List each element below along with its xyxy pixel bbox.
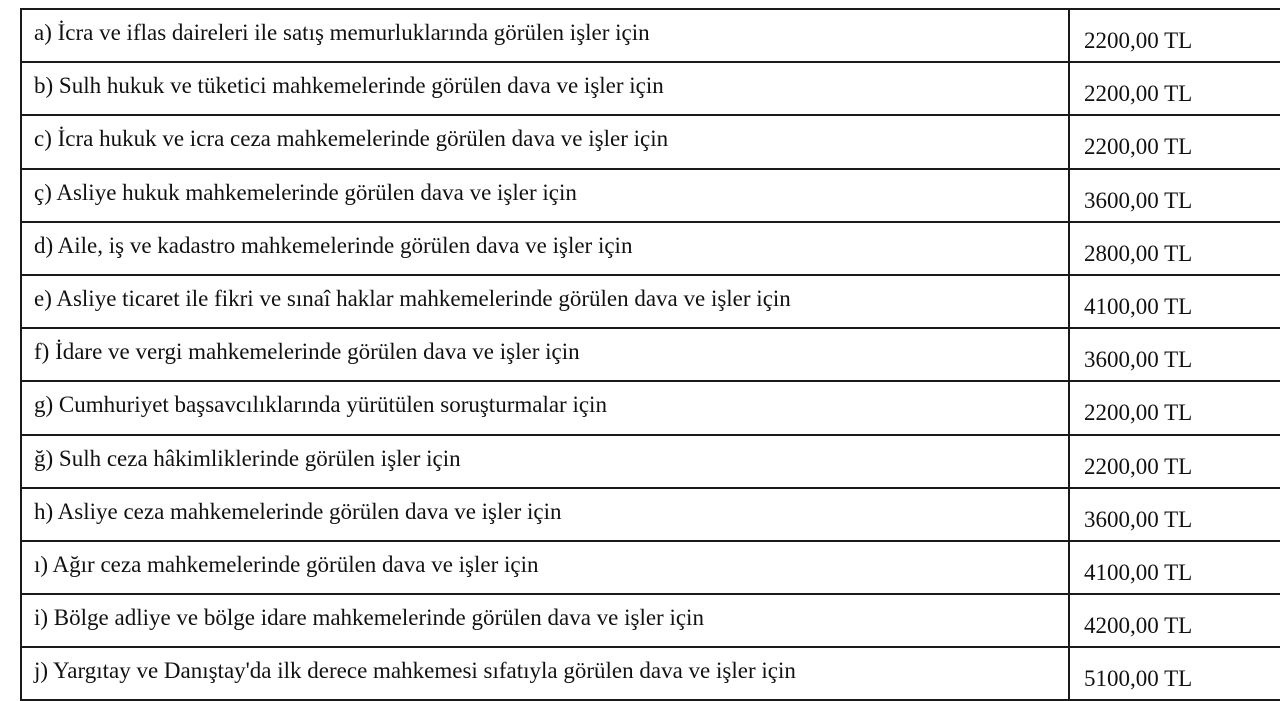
row-fee: 2200,00 TL bbox=[1069, 381, 1280, 434]
table-row bbox=[21, 647, 1280, 700]
table-row bbox=[21, 275, 1280, 328]
table-row bbox=[21, 488, 1280, 541]
row-description: j) Yargıtay ve Danıştay'da ilk derece mahkemesi sıfatıyla görülen dava ve işler için bbox=[21, 647, 1069, 700]
row-description: c) İcra hukuk ve icra ceza mahkemelerinde görülen dava ve işler için bbox=[21, 115, 1069, 168]
table-row bbox=[21, 222, 1280, 275]
row-description: ğ) Sulh ceza hâkimliklerinde görülen işler için bbox=[21, 435, 1069, 488]
row-fee: 3600,00 TL bbox=[1069, 328, 1280, 381]
row-fee: 2200,00 TL bbox=[1069, 9, 1280, 62]
row-description: h) Asliye ceza mahkemelerinde görülen dava ve işler için bbox=[21, 488, 1069, 541]
row-fee: 3600,00 TL bbox=[1069, 488, 1280, 541]
fee-table bbox=[20, 8, 1280, 701]
row-description: e) Asliye ticaret ile fikri ve sınaî haklar mahkemelerinde görülen dava ve işler için bbox=[21, 275, 1069, 328]
row-description: f) İdare ve vergi mahkemelerinde görülen dava ve işler için bbox=[21, 328, 1069, 381]
row-fee: 4100,00 TL bbox=[1069, 541, 1280, 594]
table-row bbox=[21, 169, 1280, 222]
table-row bbox=[21, 381, 1280, 434]
table-row bbox=[21, 435, 1280, 488]
table-row bbox=[21, 62, 1280, 115]
row-description: i) Bölge adliye ve bölge idare mahkemelerinde görülen dava ve işler için bbox=[21, 594, 1069, 647]
row-fee: 3600,00 TL bbox=[1069, 169, 1280, 222]
table-row bbox=[21, 594, 1280, 647]
row-description: ç) Asliye hukuk mahkemelerinde görülen dava ve işler için bbox=[21, 169, 1069, 222]
table-row bbox=[21, 9, 1280, 62]
row-description: ı) Ağır ceza mahkemelerinde görülen dava ve işler için bbox=[21, 541, 1069, 594]
row-fee: 4100,00 TL bbox=[1069, 275, 1280, 328]
table-row bbox=[21, 328, 1280, 381]
row-fee: 2200,00 TL bbox=[1069, 115, 1280, 168]
row-description: b) Sulh hukuk ve tüketici mahkemelerinde görülen dava ve işler için bbox=[21, 62, 1069, 115]
row-fee: 2800,00 TL bbox=[1069, 222, 1280, 275]
row-fee: 2200,00 TL bbox=[1069, 435, 1280, 488]
row-fee: 5100,00 TL bbox=[1069, 647, 1280, 700]
table-row bbox=[21, 541, 1280, 594]
row-description: d) Aile, iş ve kadastro mahkemelerinde görülen dava ve işler için bbox=[21, 222, 1069, 275]
fee-table-body bbox=[21, 9, 1280, 700]
table-row bbox=[21, 115, 1280, 168]
row-fee: 2200,00 TL bbox=[1069, 62, 1280, 115]
cropped-heading-strip bbox=[0, 0, 1280, 6]
row-fee: 4200,00 TL bbox=[1069, 594, 1280, 647]
row-description: g) Cumhuriyet başsavcılıklarında yürütülen soruşturmalar için bbox=[21, 381, 1069, 434]
row-description: a) İcra ve iflas daireleri ile satış memurluklarında görülen işler için bbox=[21, 9, 1069, 62]
